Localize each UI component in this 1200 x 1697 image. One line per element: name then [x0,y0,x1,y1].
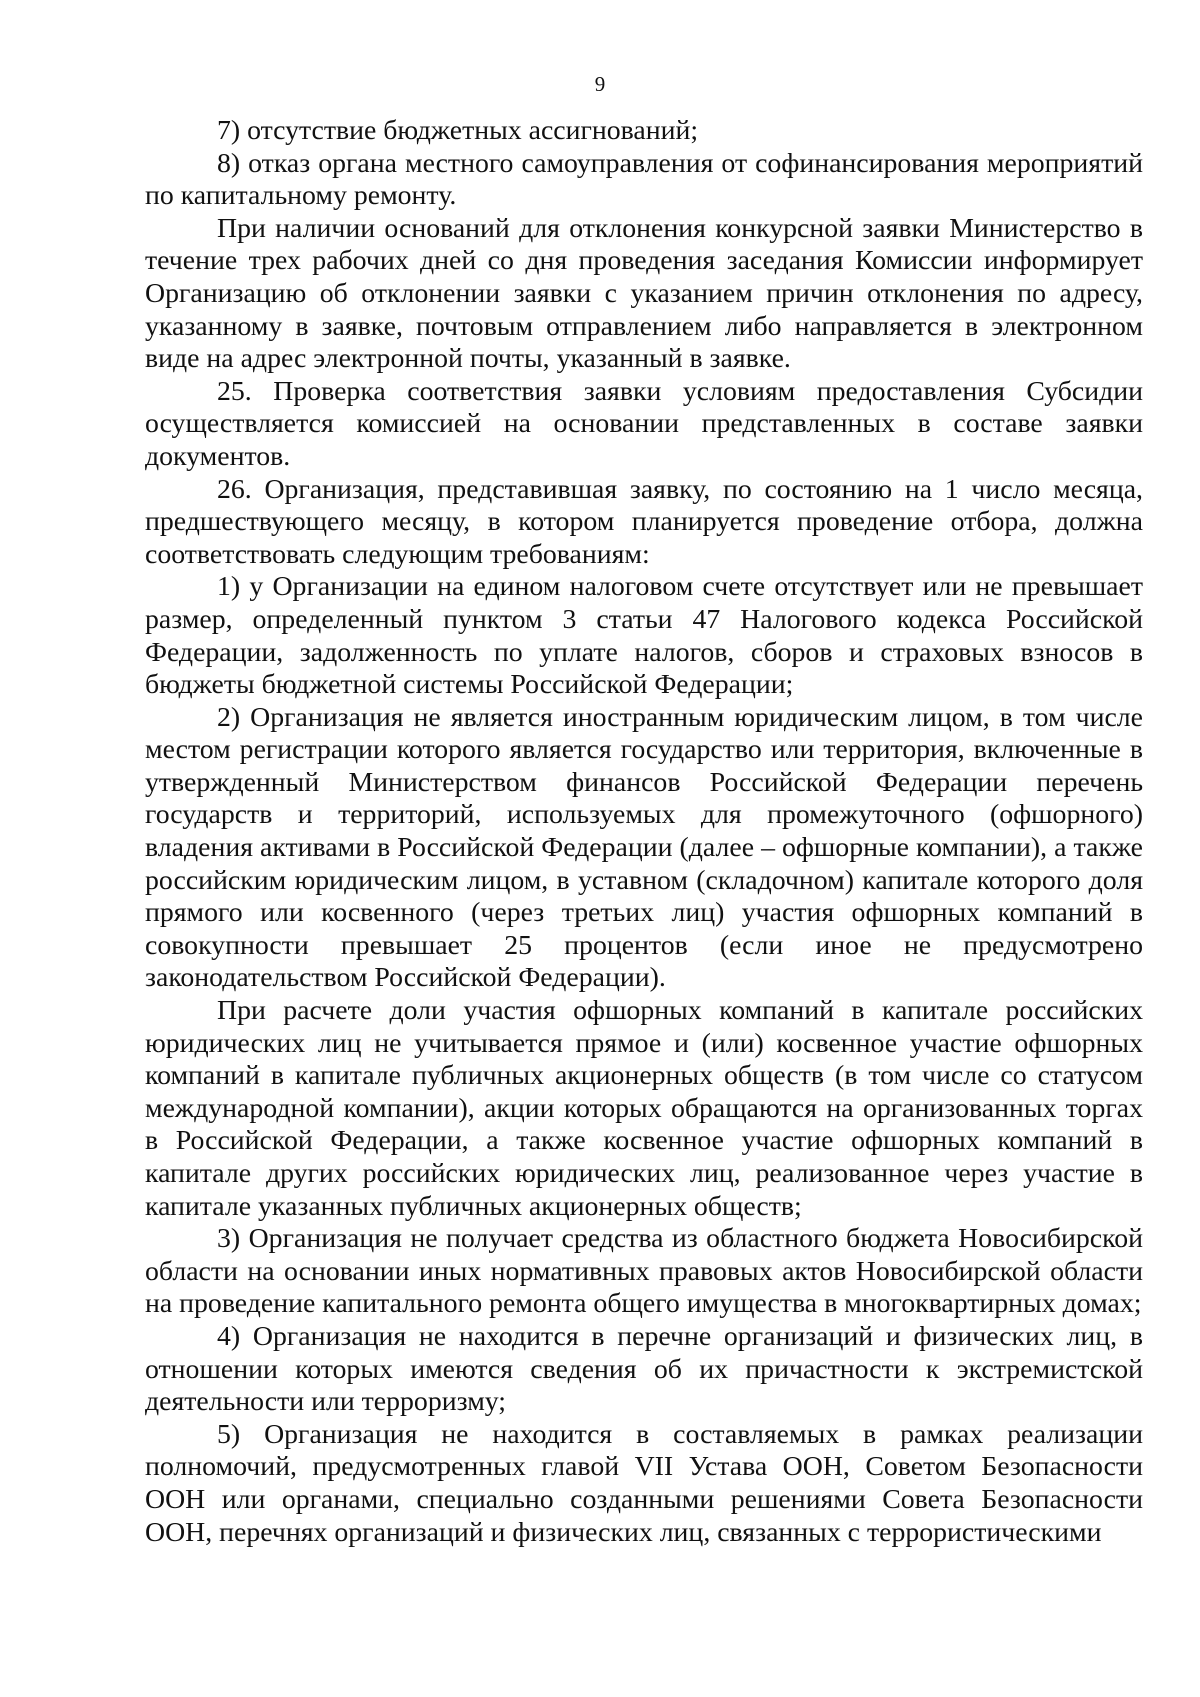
paragraph-requirement-2: 2) Организация не является иностранным юридическим лицом, в том числе местом регистрации которого является государство или территория, включенные в утвержденный Министерством финансов Российской Федерации перечень государств и территорий, используемых для промежуточного (офшорного) владения активами в Российской Федерации (далее – офшорные компании), а также российским юридическим лицом, в уставном (складочном) капитале которого доля прямого или косвенного (через третьих лиц) участия офшорных компаний в совокупности превышает 25 процентов (если иное не предусмотрено законодательством Российской Федерации). [145,701,1143,994]
paragraph-requirement-3: 3) Организация не получает средства из областного бюджета Новосибирской области на основании иных нормативных правовых актов Новосибирской области на проведение капитального ремонта общего имущества в многоквартирных домах; [145,1223,1143,1320]
document-body [145,115,1143,1549]
page-number: 9 [594,72,606,96]
paragraph-requirement-4: 4) Организация не находится в перечне организаций и физических лиц, в отношении которых имеются сведения об их причастности к экстремистской деятельности или терроризму; [145,1320,1143,1418]
paragraph-requirement-1: 1) у Организации на едином налоговом счете отсутствует или не превышает размер, определенный пунктом 3 статьи 47 Налогового кодекса Российской Федерации, задолженность по уплате налогов, сборов и страховых взносов в бюджеты бюджетной системы Российской Федерации; [145,571,1143,701]
paragraph-clause-26: 26. Организация, представившая заявку, по состоянию на 1 число месяца, предшествующего месяцу, в котором планируется проведение отбора, должна соответствовать следующим требованиям: [145,473,1143,570]
paragraph-rejection-notice: При наличии оснований для отклонения конкурсной заявки Министерство в течение трех рабочих дней со дня проведения заседания Комиссии информирует Организацию об отклонении заявки с указанием причин отклонения по адресу, указанному в заявке, почтовым отправлением либо направляется в электронном виде на адрес электронной почты, указанный в заявке. [145,212,1143,375]
paragraph-item-8: 8) отказ органа местного самоуправления от софинансирования мероприятий по капитальному ремонту. [145,147,1143,212]
paragraph-offshore-calculation: При расчете доли участия офшорных компаний в капитале российских юридических лиц не учитывается прямое и (или) косвенное участие офшорных компаний в капитале публичных акционерных обществ (в том числе со статусом международной компании), акции которых обращаются на организованных торгах в Российской Федерации, а также косвенное участие офшорных компаний в капитале других российских юридических лиц, реализованное через участие в капитале указанных публичных акционерных обществ; [145,995,1143,1222]
paragraph-item-7: 7) отсутствие бюджетных ассигнований; [217,115,699,146]
paragraph-requirement-5: 5) Организация не находится в составляемых в рамках реализации полномочий, предусмотренных главой VII Устава ООН, Советом Безопасности ООН или органами, специально созданными решениями Совета Безопасности ООН, перечнях организаций и физических лиц, связанных с террористическими [145,1418,1143,1548]
paragraph-clause-25: 25. Проверка соответствия заявки условиям предоставления Субсидии осуществляется комиссией на основании представленных в составе заявки документов. [145,375,1143,472]
